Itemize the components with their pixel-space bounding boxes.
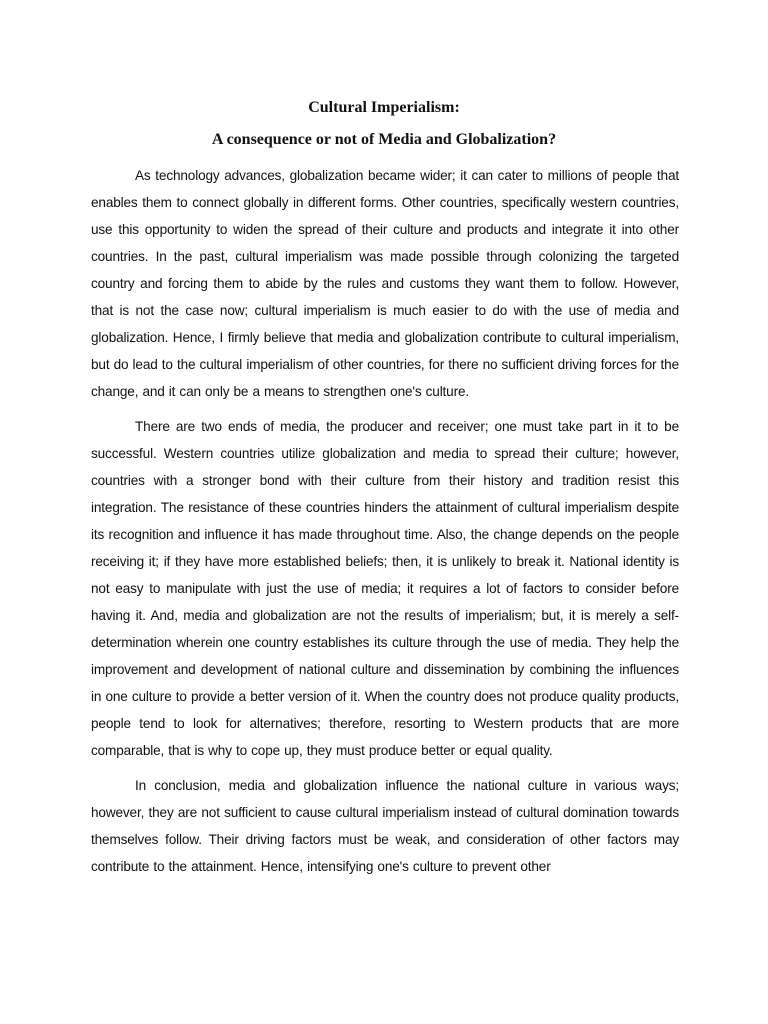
document-title: Cultural Imperialism:: [308, 99, 460, 116]
document-body: [91, 162, 679, 888]
paragraph-3: In conclusion, media and globalization influence the national culture in various ways; however, they are not sufficient to cause cultural imperialism instead of cultural domination towards themselves follow. Their driving factors must be weak, and consideration of other factors may contribute to the attainment. Hence, intensifying one's culture to prevent other: [91, 778, 679, 874]
paragraph-2: There are two ends of media, the producer and receiver; one must take part in it to be successful. Western countries utilize globalization and media to spread their culture; however, countries with a stronger bond with their culture from their history and tradition resist this integration. The resistance of these countries hinders the attainment of cultural imperialism despite its recognition and influence it has made throughout time. Also, the change depends on the people receiving it; if they have more established beliefs; then, it is unlikely to break it. National identity is not easy to manipulate with just the use of media; it requires a lot of factors to consider before having it. And, media and globalization are not the results of imperialism; but, it is merely a self-determination wherein one country establishes its culture through the use of media. They help the improvement and development of national culture and dissemination by combining the influences in one culture to provide a better version of it. When the country does not produce quality products, people tend to look for alternatives; therefore, resorting to Western products that are more comparable, that is why to cope up, they must produce better or equal quality.: [91, 419, 679, 758]
paragraph-1: As technology advances, globalization became wider; it can cater to millions of people that enables them to connect globally in different forms. Other countries, specifically western countries, use this opportunity to widen the spread of their culture and products and integrate it into other countries. In the past, cultural imperialism was made possible through colonizing the targeted country and forcing them to abide by the rules and customs they want them to follow. However, that is not the case now; cultural imperialism is much easier to do with the use of media and globalization. Hence, I firmly believe that media and globalization contribute to cultural imperialism, but do lead to the cultural imperialism of other countries, for there no sufficient driving forces for the change, and it can only be a means to strengthen one's culture.: [91, 168, 679, 399]
document-subtitle: A consequence or not of Media and Globalization?: [211, 131, 557, 148]
title-block: [0, 92, 768, 156]
